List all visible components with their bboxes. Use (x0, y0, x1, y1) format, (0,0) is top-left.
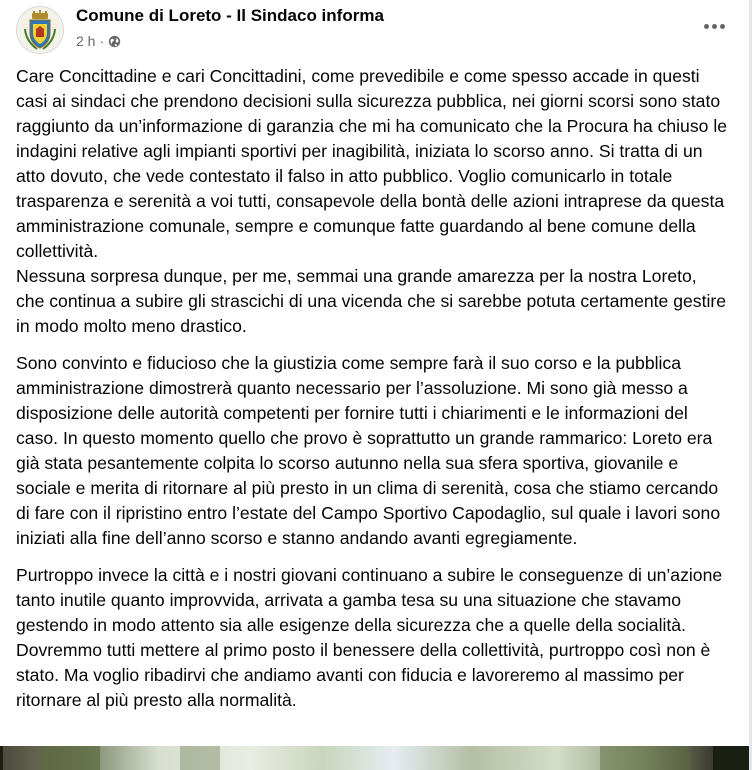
globe-icon[interactable] (108, 35, 121, 48)
page-avatar[interactable] (16, 6, 64, 54)
more-options-dot (720, 24, 725, 29)
photo-foliage (180, 746, 220, 770)
post-time-link[interactable]: 2 h (76, 33, 96, 49)
photo-foliage (600, 746, 690, 770)
more-options-icon (704, 24, 709, 29)
post-photo[interactable] (0, 746, 749, 770)
meta-separator: · (99, 33, 105, 49)
more-options-dot (712, 24, 717, 29)
more-options-button[interactable] (696, 14, 732, 38)
page-name-link[interactable]: Comune di Loreto - Il Sindaco informa (76, 6, 384, 25)
coat-of-arms-icon (17, 7, 63, 53)
post-paragraph-1: Care Concittadine e cari Concittadini, come prevedibile e come spesso accade in questi casi ai sindaci che prendono decisioni sulla sicurezza pubblica, nei giorni scorsi sono stato raggiunto da un’informazione di garanzia che mi ha comunicato che la Procura ha chiuso le indagini relative agli impianti sportivi per inagibilità, iniziata lo scorso anno. Si tratta di un atto dovuto, che vede contestato il falso in atto pubblico. Voglio comunicarlo in totale trasparenza e serenità a voi tutti, consapevole della bontà delle azioni intraprese da questa amministrazione comunale, sempre e comunque fatte guardando al bene comune della collettività. Nessuna sorpresa dunque, per me, semmai una grande amarezza per la nostra Loreto, che continua a subire gli strascichi di una vicenda che si sarebbe potuta certamente gestire in modo molto meno drastico. (16, 66, 728, 336)
post-text (16, 64, 728, 725)
post-header (16, 6, 736, 56)
post-paragraph-2: Sono convinto e fiducioso che la giustizia come sempre farà il suo corso e la pubblica amministrazione dimostrerà quanto necessario per l’assoluzione. Mi sono già messo a disposizione delle autorità competenti per fornire tutti i chiarimenti e le informazioni del caso. In questo momento quello che provo è soprattutto un grande rammarico: Loreto era già stata pesantemente colpita lo scorso autunno nella sua sfera sportiva, giovanile e sociale e merita di ritornare al più presto in un clima di serenità, cosa che stiamo cercando di fare con il ripristino entro l’estate del Campo Sportivo Capodaglio, sul quale i lavori sono iniziati alla fine dell’anno scorso e stanno andando avanti egregiamente. (16, 353, 721, 548)
post-meta (76, 32, 121, 50)
photo-foliage (40, 746, 100, 770)
post-paragraph-3: Purtroppo invece la città e i nostri giovani continuano a subire le conseguenze di un’azione tanto inutile quanto improvvida, arrivata a gamba tesa su una situazione che stavamo gestendo in modo attento sia alle esigenze della sicurezza che a quelle della socialità. Dovremmo tutti mettere al primo posto il benessere della collettività, purtroppo così non è stato. Ma voglio ribadirvi che andiamo avanti con fiducia e lavoreremo al massimo per ritornare al più presto alla normalità. (16, 565, 723, 710)
